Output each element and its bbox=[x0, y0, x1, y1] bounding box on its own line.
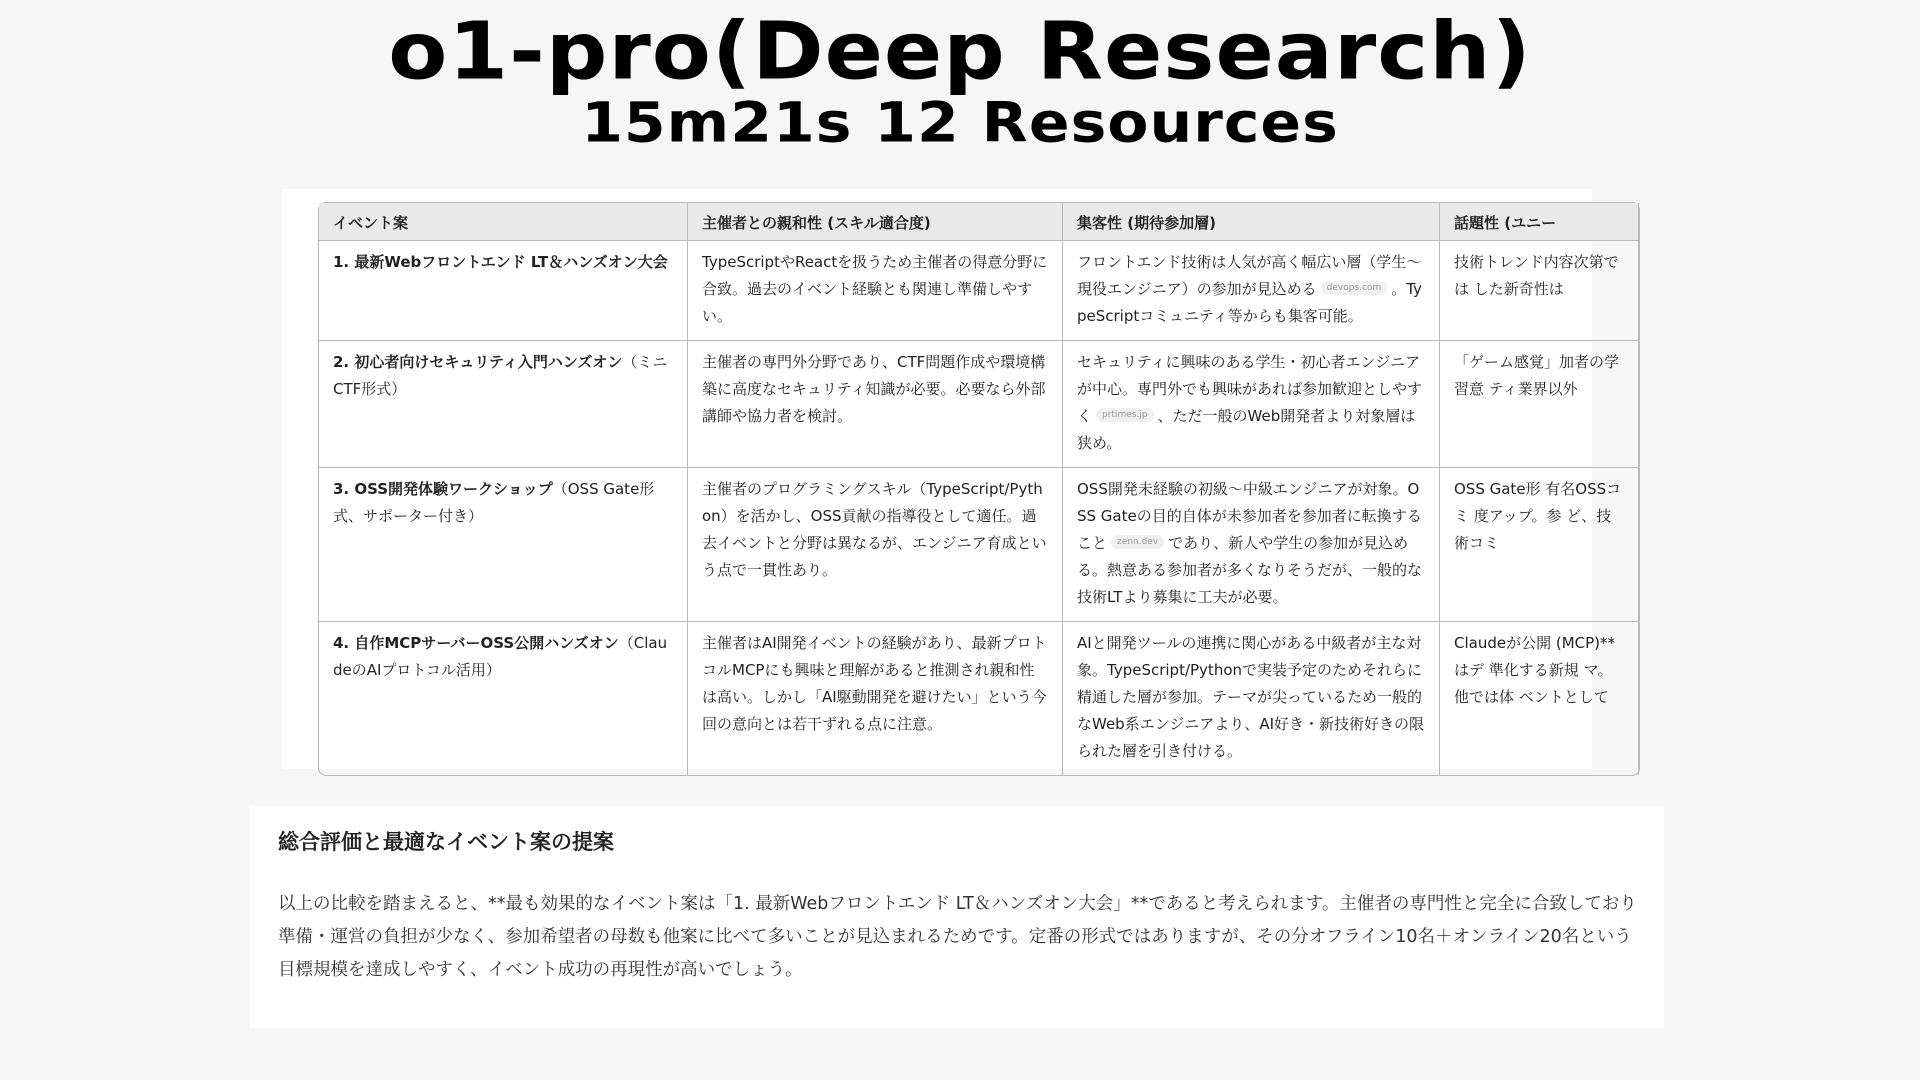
event-cell bbox=[319, 468, 688, 622]
column-header-event: イベント案 bbox=[319, 203, 688, 241]
attract-text: セキュリティに興味のある学生・初心者エンジニアが中心。専門外でも興味があれば参加歓迎としやすく bbox=[1077, 353, 1423, 425]
source-chip[interactable]: zenn.dev bbox=[1111, 535, 1164, 549]
source-chip[interactable]: devops.com bbox=[1321, 281, 1388, 295]
page-subtitle: 15m21s 12 Resources bbox=[581, 90, 1339, 156]
summary-heading: 総合評価と最適なイベント案の提案 bbox=[278, 830, 614, 854]
event-cell bbox=[319, 341, 688, 468]
event-name: 1. 最新Webフロントエンド LT＆ハンズオン大会 bbox=[333, 253, 668, 271]
attract-cell bbox=[1063, 241, 1440, 341]
comparison-table bbox=[318, 202, 1640, 776]
affinity-cell: TypeScriptやReactを扱うため主催者の得意分野に合致。過去のイベント経験とも関連し準備しやすい。 bbox=[688, 241, 1063, 341]
topic-cell: Claudeが公開 (MCP)**はデ 準化する新規 マ。他では体 ベントとして bbox=[1440, 622, 1639, 775]
table-row bbox=[319, 468, 1639, 622]
attract-text-cont: 、ただ一般のWeb開発者より対象層は狭め。 bbox=[1077, 407, 1416, 452]
table-row bbox=[319, 622, 1639, 775]
attract-text: OSS開発未経験の初級〜中級エンジニアが対象。OSS Gateの目的自体が未参加者を参加者に転換すること bbox=[1077, 480, 1422, 552]
table-row bbox=[319, 341, 1639, 468]
event-subtitle: （ClaudeのAIプロトコル活用） bbox=[333, 634, 668, 679]
table-header-row bbox=[319, 203, 1639, 241]
topic-cell: OSS Gate形 有名OSSコミ 度アップ。参 ど、技術コミ bbox=[1440, 468, 1639, 622]
affinity-cell: 主催者の専門外分野であり、CTF問題作成や環境構築に高度なセキュリティ知識が必要。必要なら外部講師や協力者を検討。 bbox=[688, 341, 1063, 468]
column-header-affinity: 主催者との親和性 (スキル適合度) bbox=[688, 203, 1063, 241]
attract-text: AIと開発ツールの連携に関心がある中級者が主な対象。TypeScript/Pythonで実装予定のためそれらに精通した層が参加。テーマが尖っているため一般的なWeb系エンジニアより、AI好き・新技術好きの限られた層を引き付ける。 bbox=[1077, 634, 1425, 760]
attract-cell bbox=[1063, 468, 1440, 622]
event-subtitle: （OSS Gate形式、サポーター付き） bbox=[333, 480, 655, 525]
page-title: o1-pro(Deep Research) bbox=[388, 6, 1532, 98]
attract-text-cont: 。TypeScriptコミュニティ等からも集客可能。 bbox=[1077, 280, 1422, 325]
summary-body: 以上の比較を踏まえると、**最も効果的なイベント案は「1. 最新Webフロントエンド LT＆ハンズオン大会」**であると考えられます。主催者の専門性と完全に合致しており準備・運営の負担が少なく、参加希望者の母数も他案に比べて多いことが見込まれるためです。定番の形式ではありますが、その分オフライン10名＋オンライン20名という目標規模を達成しやすく、イベント成功の再現性が高いでしょう。 bbox=[278, 894, 1637, 980]
source-chip[interactable]: prtimes.jp bbox=[1096, 408, 1154, 422]
column-header-attract: 集客性 (期待参加層) bbox=[1063, 203, 1440, 241]
topic-cell: 技術トレンド内容次第では した新奇性は bbox=[1440, 241, 1639, 341]
event-name: 3. OSS開発体験ワークショップ bbox=[333, 480, 553, 498]
attract-cell bbox=[1063, 622, 1440, 775]
attract-text-cont: であり、新人や学生の参加が見込める。熱意ある参加者が多くなりそうだが、一般的な技術LTより募集に工夫が必要。 bbox=[1077, 534, 1423, 606]
table-scroll-area[interactable] bbox=[318, 202, 1622, 760]
topic-cell: 「ゲーム感覚」加者の学習意 ティ業界以外 bbox=[1440, 341, 1639, 468]
affinity-cell: 主催者はAI開発イベントの経験があり、最新プロトコルMCPにも興味と理解があると推測され親和性は高い。しかし「AI駆動開発を避けたい」という今回の意向とは若干ずれる点に注意。 bbox=[688, 622, 1063, 775]
event-name: 2. 初心者向けセキュリティ入門ハンズオン bbox=[333, 353, 623, 371]
comparison-table-card bbox=[282, 189, 1622, 769]
attract-cell bbox=[1063, 341, 1440, 468]
event-subtitle: （ミニCTF形式） bbox=[333, 353, 668, 398]
column-header-topic: 話題性 (ユニー bbox=[1440, 203, 1639, 241]
attract-text: フロントエンド技術は人気が高く幅広い層（学生〜現役エンジニア）の参加が見込める bbox=[1077, 253, 1422, 298]
affinity-cell: 主催者のプログラミングスキル（TypeScript/Python）を活かし、OSS貢献の指導役として適任。過去イベントと分野は異なるが、エンジニア育成という点で一貫性あり。 bbox=[688, 468, 1063, 622]
event-name: 4. 自作MCPサーバーOSS公開ハンズオン bbox=[333, 634, 619, 652]
event-cell bbox=[319, 622, 688, 775]
event-cell bbox=[319, 241, 688, 341]
table-row bbox=[319, 241, 1639, 341]
summary-card bbox=[250, 806, 1664, 1028]
